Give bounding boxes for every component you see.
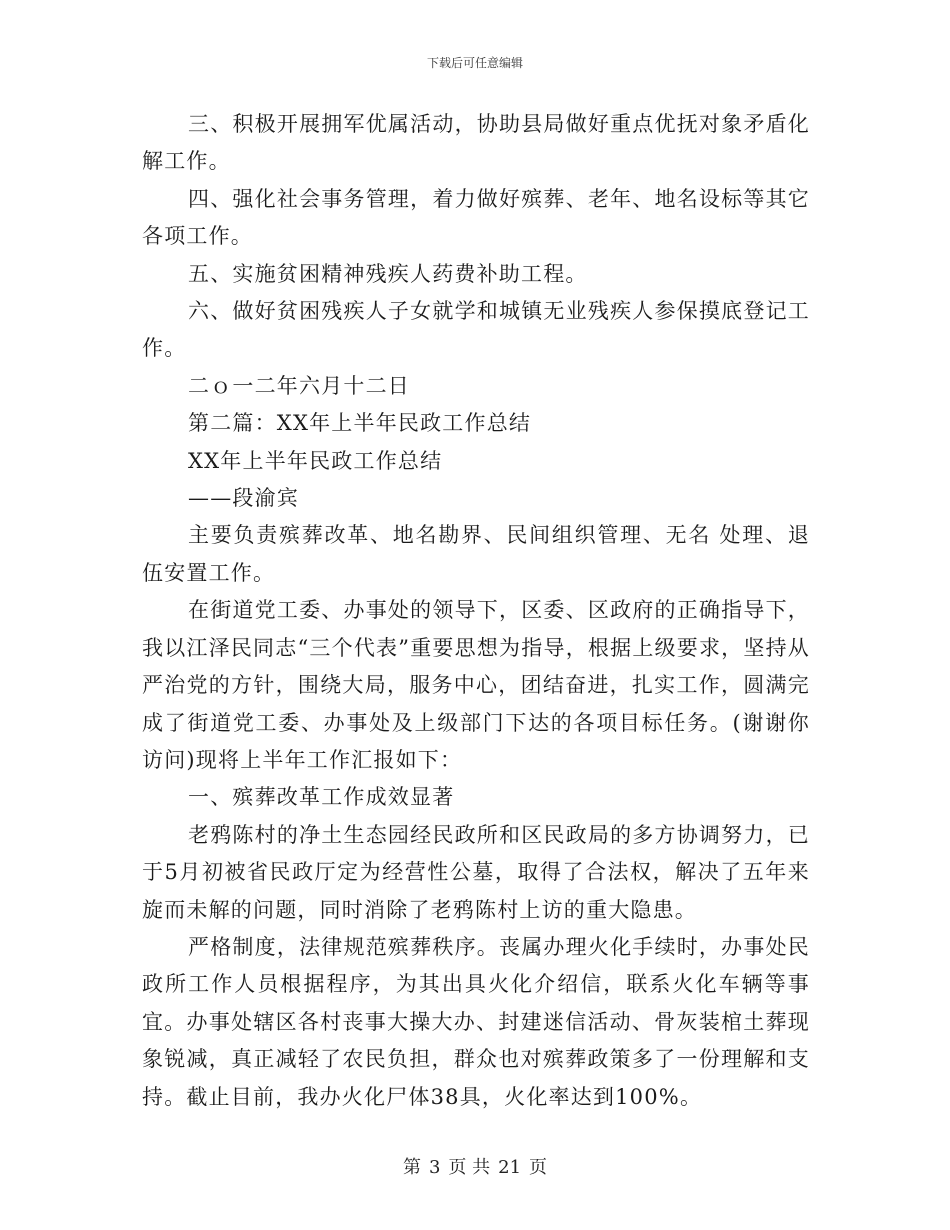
paragraph-overview: 在街道党工委、办事处的领导下，区委、区政府的正确指导下，我以江泽民同志“三个代表”重要思想为指导，根据上级要求，坚持从严治党的方针，围绕大局，服务中心，团结奋进，扎实工作，圆满完成了街道党工委、办事处及上级部门下达的各项目标任务。(谢谢你访问)现将上半年工作汇报如下： <box>142 598 810 772</box>
paragraph-cemetery: 老鸦陈村的净土生态园经民政所和区民政局的多方协调努力，已于5月初被省民政厅定为经营性公墓，取得了合法权，解决了五年来旋而未解的问题，同时消除了老鸦陈村上访的重大隐患。 <box>142 822 810 922</box>
paragraph-responsibilities: 主要负责殡葬改革、地名勘界、民间组织管理、无名 处理、退伍安置工作。 <box>142 523 810 585</box>
page-middle: 页 共 <box>448 1157 491 1178</box>
paragraph-regulations: 严格制度，法律规范殡葬秩序。丧属办理火化手续时，办事处民政所工作人员根据程序，为其出具火化介绍信，联系火化车辆等事宜。办事处辖区各村丧事大操大办、封建迷信活动、骨灰装棺土葬现象锐减，真正减轻了农民负担，群众也对殡葬政策多了一份理解和支持。截止目前，我办火化尸体38具，火化率达到100%。 <box>142 934 810 1109</box>
paragraph-item-4: 四、强化社会事务管理，着力做好殡葬、老年、地名设标等其它各项工作。 <box>142 186 810 249</box>
page-prefix: 第 <box>402 1157 421 1178</box>
paragraph-item-6: 六、做好贫困残疾人子女就学和城镇无业残疾人参保摸底登记工作。 <box>142 299 810 361</box>
page-suffix: 页 <box>529 1157 548 1178</box>
paragraph-item-3: 三、积极开展拥军优属活动，协助县局做好重点优抚对象矛盾化解工作。 <box>142 112 810 174</box>
page-header-note: 下载后可任意编辑 <box>426 56 523 70</box>
page-number-footer <box>0 1153 950 1179</box>
document-title: XX年上半年民政工作总结 <box>188 448 443 473</box>
current-page-number: 3 <box>428 1157 441 1178</box>
paragraph-item-5: 五、实施贫困精神残疾人药费补助工程。 <box>188 261 588 286</box>
document-body <box>142 106 810 1116</box>
total-page-count: 21 <box>498 1157 522 1178</box>
author-line: ——段渝宾 <box>188 486 299 511</box>
section-heading-funeral-reform: 一、殡葬改革工作成效显著 <box>188 785 455 810</box>
section-heading-chapter-two: 第二篇：XX年上半年民政工作总结 <box>188 411 532 436</box>
date-line: 二ｏ一二年六月十二日 <box>188 373 410 398</box>
